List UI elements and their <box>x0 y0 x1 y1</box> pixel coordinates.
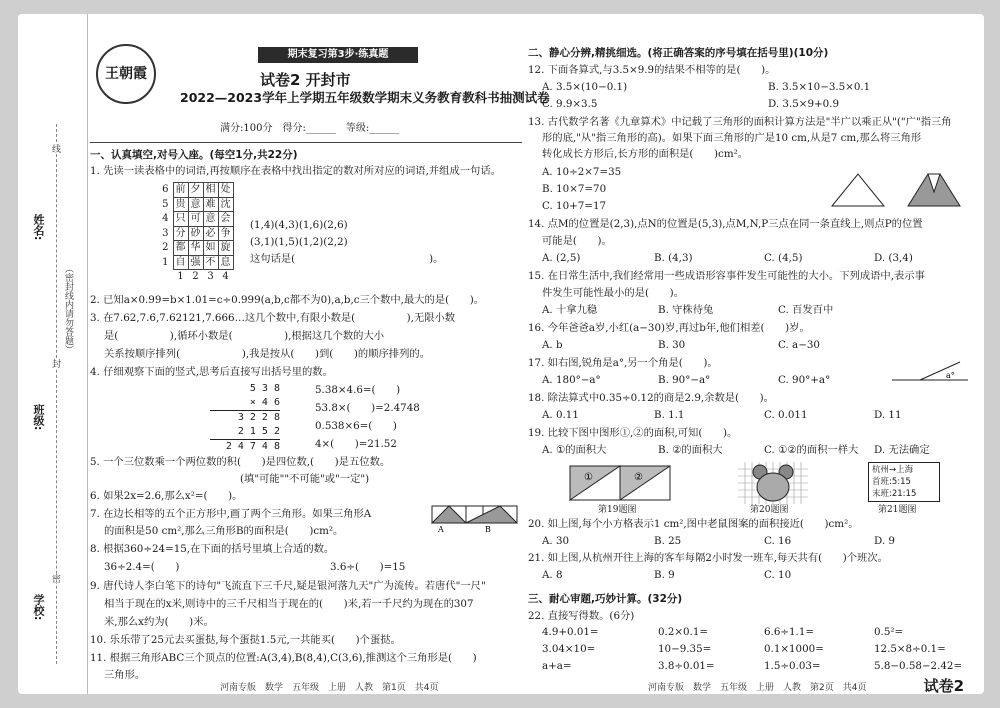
question-3a: 3. 在7.62,7.6̇,7.62121,7.666…这几个数中,有限小数是( ),无限小数 <box>90 312 456 324</box>
right-column <box>528 14 976 694</box>
grid-cell: 争 <box>218 226 233 241</box>
label-b: B <box>485 525 491 534</box>
q15-option-a[interactable]: A. 十拿九稳 <box>542 304 598 316</box>
q16-option-b[interactable]: B. 30 <box>658 339 686 351</box>
grid-cell: 砂 <box>188 226 203 241</box>
header-band: 期末复习第3步·练真题 <box>258 47 418 63</box>
exam-subtitle: 2022—2023学年上学期五年级数学期末义务教育教科书抽测试卷 <box>180 90 550 105</box>
grid-cell: 只 <box>173 212 188 227</box>
calc-line: 2 1 5 2 <box>210 425 280 440</box>
question-8: 8. 根据360÷24=15,在下面的括号里填上合适的数。 <box>90 543 335 555</box>
q13-option-a[interactable]: A. 10÷2×7=35 <box>542 166 622 178</box>
calc-line: 5 3 8 <box>249 383 280 394</box>
q19-option-c[interactable]: C. ①②的面积一样大 <box>764 444 859 456</box>
question-13b: 形的底,"从"指三角形的高)。如果下面三角形的广是10 cm,从是7 cm,那么将三角形 <box>542 132 922 144</box>
schedule-last: 末班:21:15 <box>872 489 917 499</box>
grid-cell: 意 <box>203 212 218 227</box>
grid-cell: 都 <box>173 241 188 256</box>
q17-option-c[interactable]: C. 90°+a° <box>778 374 831 386</box>
shape-2-label: ② <box>634 472 643 483</box>
grid-cell: 2 <box>192 271 199 282</box>
pairs-2: (3,1)(1,5)(1,2)(2,2) <box>250 236 348 248</box>
grid-cell: 旋 <box>218 241 233 256</box>
grid-row <box>158 212 233 227</box>
section-3-title: 三、耐心审题,巧妙计算。(32分) <box>528 593 683 605</box>
grid-cell: 华 <box>188 241 203 256</box>
q7-squares-figure <box>430 504 520 534</box>
grid-cell: 6 <box>162 184 169 195</box>
question-14: 14. 点M的位置是(2,3),点N的位置是(5,3),点M,N,P三点在同一条直线上,则点P的位置 <box>528 218 923 230</box>
calc-line: × 4 6 <box>210 396 280 411</box>
exam-title: 试卷2 开封市 <box>260 71 351 89</box>
name-label: 姓名: <box>32 214 45 241</box>
grid-cell: 相 <box>203 183 218 198</box>
q4-result-1: 5.38×4.6=( ) <box>315 384 401 396</box>
grid-cell: 前 <box>173 183 188 198</box>
question-4: 4. 仔细观察下面的竖式,思考后直接写出括号里的数。 <box>90 366 333 378</box>
fig19-shapes <box>568 464 678 504</box>
q21-option-b[interactable]: B. 9 <box>654 569 675 581</box>
grid-cell: 可 <box>188 212 203 227</box>
grid-row <box>158 255 233 270</box>
q12-option-c[interactable]: C. 9.9×3.5 <box>542 98 598 110</box>
question-6: 6. 如果2x=2.6,那么x²=( )。 <box>90 490 243 502</box>
oral-calc-item[interactable]: a+a= <box>542 660 572 672</box>
q18-option-c[interactable]: C. 0.011 <box>764 409 808 421</box>
grid-cell: 3 <box>162 227 169 239</box>
word-grid <box>158 182 234 284</box>
seal-mark-3: 密 <box>50 574 60 583</box>
seal-note: （密封线内请勿答题） <box>63 264 73 354</box>
question-11b: 三角形。 <box>104 669 146 681</box>
q15-option-c[interactable]: C. 百发百中 <box>778 304 834 316</box>
q14-option-a[interactable]: A. (2,5) <box>542 252 581 264</box>
grid-cell: 意 <box>188 197 203 212</box>
q19-option-b[interactable]: B. ②的面积大 <box>658 444 723 456</box>
question-7: 7. 在边长相等的五个正方形中,画了两个三角形。如果三角形A <box>90 508 372 520</box>
oral-calc-item[interactable]: 0.2×0.1= <box>658 626 709 638</box>
q13-option-b[interactable]: B. 10×7=70 <box>542 183 607 195</box>
question-17: 17. 如右图,锐角是a°,另一个角是( )。 <box>528 357 718 369</box>
fig21-caption: 第21题图 <box>878 505 917 515</box>
question-15: 15. 在日常生活中,我们经常用一些成语形容事件发生可能性的大小。下列成语中,表示事 <box>528 270 925 282</box>
q4-result-3: 0.538×6=( ) <box>315 420 397 432</box>
grid-row <box>158 197 233 212</box>
grid-cell: 3 <box>207 271 214 282</box>
grid-cell: 分 <box>173 226 188 241</box>
section-1-title: 一、认真填空,对号入座。(每空1分,共22分) <box>90 149 298 161</box>
question-9c: 米,那么x约为( )米。 <box>104 616 214 628</box>
header-divider <box>90 142 522 143</box>
q12-option-d[interactable]: D. 3.5×9+0.9 <box>768 98 839 110</box>
grid-cell: 难 <box>203 197 218 212</box>
q16-option-c[interactable]: C. a−30 <box>778 339 820 351</box>
q20-option-c[interactable]: C. 16 <box>764 535 792 547</box>
question-19: 19. 比较下图中图形①,②的面积,可知( )。 <box>528 427 738 439</box>
grid-cell: 会 <box>218 212 233 227</box>
question-7b: 的面积是50 cm²,那么三角形B的面积是( )cm²。 <box>104 525 344 537</box>
q4-result-4: 4×( )=21.52 <box>315 438 397 450</box>
page-label: 试卷2 <box>923 677 964 694</box>
q16-option-a[interactable]: A. b <box>542 339 563 351</box>
question-21: 21. 如上图,从杭州开往上海的客车每隔2小时发一班车,每天共有( )个班次。 <box>528 552 888 564</box>
grid-cell: 如 <box>203 241 218 256</box>
grid-cell: 处 <box>218 183 233 198</box>
grid-cell: 4 <box>222 271 229 282</box>
q21-option-a[interactable]: A. 8 <box>542 569 563 581</box>
question-12: 12. 下面各算式,与3.5×9.9的结果不相等的是( )。 <box>528 64 776 76</box>
q14-option-b[interactable]: B. (4,3) <box>654 252 693 264</box>
q12-option-a[interactable]: A. 3.5×(10−0.1) <box>542 81 628 93</box>
oral-calc-item[interactable]: 4.9+0.01= <box>542 626 599 638</box>
q15-option-b[interactable]: B. 守株待兔 <box>658 304 714 316</box>
q17-option-b[interactable]: B. 90°−a° <box>658 374 711 386</box>
angle-label: a° <box>946 371 955 380</box>
grid-cell: 1 <box>162 256 169 268</box>
calc-line: 2 4 7 4 8 <box>225 441 280 452</box>
binding-margin <box>18 14 88 694</box>
q19-option-d[interactable]: D. 无法确定 <box>874 444 930 456</box>
right-footer: 河南专版 数学 五年级 上册 人教 第2页 共4页 <box>648 683 867 693</box>
q20-option-b[interactable]: B. 25 <box>654 535 682 547</box>
q21-option-c[interactable]: C. 10 <box>764 569 792 581</box>
q19-option-a[interactable]: A. ①的面积大 <box>542 444 607 456</box>
grid-cell: 不 <box>203 255 218 270</box>
grid-row <box>158 226 233 241</box>
q17-option-a[interactable]: A. 180°−a° <box>542 374 601 386</box>
question-20: 20. 如上图,每个小方格表示1 cm²,图中老鼠图案的面积接近( )cm²。 <box>528 518 859 530</box>
section-2-title: 二、静心分辨,精挑细选。(将正确答案的序号填在括号里)(10分) <box>528 47 829 59</box>
seal-mark-1: 线 <box>50 144 60 153</box>
question-13: 13. 古代数学名著《九章算术》中记载了三角形的面积计算方法是"半广以乘正从"("广"指三角 <box>528 116 952 128</box>
grid-cell: 1 <box>177 271 184 282</box>
question-10: 10. 乐乐带了25元去买蛋挞,每个蛋挞1.5元,一共能买( )个蛋挞。 <box>90 634 401 646</box>
oral-calc-item[interactable]: 6.6÷1.1= <box>764 626 815 638</box>
q13-triangle-figure <box>828 162 968 214</box>
grid-cell: 息 <box>218 255 233 270</box>
school-label: 学校: <box>32 594 45 621</box>
question-8b: 3.6÷( )=15 <box>330 561 406 573</box>
grid-cell: 4 <box>162 213 169 224</box>
oral-calc-item[interactable]: 10−9.35= <box>658 643 712 655</box>
oral-calc-item[interactable]: 1.5÷0.03= <box>764 660 821 672</box>
question-5: 5. 一个三位数乘一个两位数的积( )是四位数,( )是五位数。 <box>90 456 391 468</box>
left-footer: 河南专版 数学 五年级 上册 人教 第1页 共4页 <box>220 683 439 693</box>
grid-cell <box>158 270 173 284</box>
grid-cell: 贵 <box>173 197 188 212</box>
calc-line: 3 2 2 8 <box>237 412 280 423</box>
seal-line <box>56 124 57 664</box>
label-a: A <box>438 525 444 534</box>
grid-cell: 2 <box>162 242 169 253</box>
question-8a: 36÷2.4=( ) <box>104 561 180 573</box>
left-column <box>90 14 550 694</box>
question-3c: 关系按顺序排列( ),我是按从( )到( )的顺序排列的。 <box>104 348 430 360</box>
question-11: 11. 根据三角形ABC三个顶点的位置:A(3,4),B(8,4),C(3,6),推测这个三角形是( ) <box>90 652 477 664</box>
question-9b: 相当于现在的x米,则诗中的三千尺相当于现在的( )米,若一千尺约为现在的307 <box>104 598 474 610</box>
q14-option-d[interactable]: D. (3,4) <box>874 252 913 264</box>
question-22: 22. 直接写得数。(6分) <box>528 610 635 622</box>
fig19-caption: 第19题图 <box>598 505 637 515</box>
grid-row <box>158 183 233 198</box>
oral-calc-item[interactable]: 3.8÷0.01= <box>658 660 715 672</box>
grid-row <box>158 270 233 284</box>
question-13c: 转化成长方形后,长方形的面积是( )cm²。 <box>542 148 749 160</box>
oral-calc-item[interactable]: 5.8−0.58−2.42= <box>874 660 963 672</box>
question-1: 1. 先读一读表格中的词语,再按顺序在表格中找出指定的数对所对应的词语,并组成一句话。 <box>90 165 501 177</box>
exam-sheet <box>18 14 984 694</box>
grid-row <box>158 241 233 256</box>
fig20-caption: 第20题图 <box>750 505 789 515</box>
vertical-calc <box>210 382 280 454</box>
publisher-logo: 王朝霞 <box>96 44 156 104</box>
grid-cell: 强 <box>188 255 203 270</box>
score-line: 满分:100分 得分:______ 等级:______ <box>220 123 400 134</box>
question-16: 16. 今年爸爸a岁,小红(a−30)岁,再过b年,他们相差( )岁。 <box>528 322 810 334</box>
question-3b: 是( ),循环小数是( ),根据这几个数的大小 <box>104 330 385 342</box>
shape-1-label: ① <box>584 472 593 483</box>
question-15b: 件发生可能性最小的是( )。 <box>542 287 684 299</box>
oral-calc-item[interactable]: 12.5×8÷0.1= <box>874 643 946 655</box>
question-9: 9. 唐代诗人李白笔下的诗句"飞流直下三千尺,疑是银河落九天"广为流传。若唐代"一尺" <box>90 580 486 592</box>
q20-option-d[interactable]: D. 9 <box>874 535 895 547</box>
oral-calc-item[interactable]: 0.1×1000= <box>764 643 824 655</box>
question-18: 18. 除法算式中0.35÷0.12的商是2.9,余数是( )。 <box>528 392 774 404</box>
q20-option-a[interactable]: A. 30 <box>542 535 570 547</box>
q4-result-2: 53.8×( )=2.4748 <box>315 402 420 414</box>
q14-option-c[interactable]: C. (4,5) <box>764 252 803 264</box>
fig20-mouse-grid <box>738 462 808 504</box>
q13-option-c[interactable]: C. 10+7=17 <box>542 200 607 212</box>
grid-cell: 必 <box>203 226 218 241</box>
question-5-note: (填"可能""不可能"或"一定") <box>240 473 370 485</box>
oral-calc-item[interactable]: 3.04×10= <box>542 643 596 655</box>
class-label: 班级: <box>32 404 45 431</box>
q18-option-d[interactable]: D. 11 <box>874 409 902 421</box>
grid-cell: 沈 <box>218 197 233 212</box>
oral-calc-item[interactable]: 0.5²= <box>874 626 904 638</box>
grid-cell: 夕 <box>188 183 203 198</box>
train-schedule-box <box>868 462 940 502</box>
question-2: 2. 已知a×0.99=b×1.01=c÷0.999(a,b,c都不为0),a,b,c三个数中,最大的是( )。 <box>90 294 485 306</box>
q17-angle-figure <box>890 358 970 386</box>
schedule-first: 首班:5:15 <box>872 477 911 487</box>
seal-mark-2: 封 <box>50 359 60 368</box>
q18-option-a[interactable]: A. 0.11 <box>542 409 579 421</box>
schedule-route: 杭州→上海 <box>872 465 914 475</box>
question-14b: 可能是( )。 <box>542 235 612 247</box>
q12-option-b[interactable]: B. 3.5×10−3.5×0.1 <box>768 81 871 93</box>
q18-option-b[interactable]: B. 1.1 <box>654 409 685 421</box>
grid-cell: 5 <box>162 198 169 210</box>
grid-cell: 自 <box>173 255 188 270</box>
sentence-blank[interactable]: 这句话是( )。 <box>250 253 444 265</box>
pairs-1: (1,4)(4,3)(1,6)(2,6) <box>250 219 348 231</box>
